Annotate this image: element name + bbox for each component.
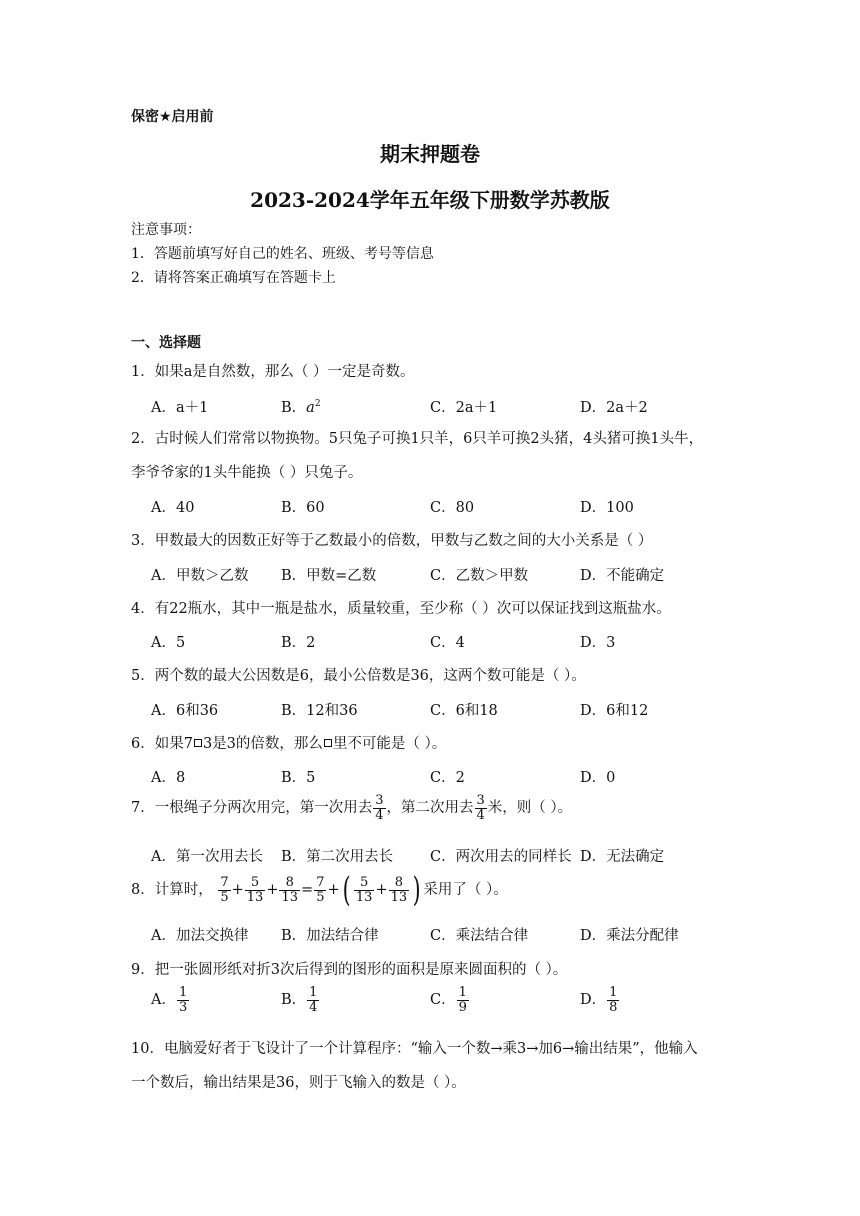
q8-option-c[interactable]: C．乘法结合律	[430, 928, 529, 944]
q8-option-a[interactable]: A．加法交换律	[151, 928, 249, 944]
q6-option-a[interactable]: A．8	[151, 770, 186, 786]
fraction: $\frac{5}{13}$	[246, 874, 264, 905]
q2-option-c[interactable]: C．80	[430, 500, 475, 516]
q1-option-b[interactable]: B．$a^2$	[281, 399, 321, 416]
q5-option-b[interactable]: B．12和36	[281, 703, 358, 719]
question-6: 6．如果7 3是3的倍数，那么 里不可能是（ ）。	[131, 736, 447, 752]
question-3: 3．甲数最大的因数正好等于乙数最小的倍数，甲数与乙数之间的大小关系是（ ）	[131, 533, 653, 549]
q4-option-a[interactable]: A．5	[151, 635, 186, 651]
q5-option-a[interactable]: A．6和36	[151, 703, 219, 719]
q4-option-c[interactable]: C．4	[430, 635, 465, 651]
question-10-line2: 一个数后，输出结果是36，则于飞输入的数是（ ）。	[131, 1075, 466, 1091]
q7-option-b[interactable]: B．第二次用去长	[281, 849, 394, 865]
q6-option-d[interactable]: D．0	[580, 770, 616, 786]
q9-option-a[interactable]: A． $\frac{1}{3}$	[151, 985, 188, 1015]
exam-title: 期末押题卷	[380, 142, 480, 166]
fraction: $\frac{1}{3}$	[178, 985, 188, 1015]
exam-subtitle: 2023-2024学年五年级下册数学苏教版	[250, 188, 610, 212]
question-7: 7．一根绳子分两次用完，第一次用去 $\frac{3}{4}$ ，第二次用去 $\frac{3}{4}$ 米，则（ ）。	[131, 793, 573, 823]
q2-option-a[interactable]: A．40	[151, 500, 195, 516]
q8-option-b[interactable]: B．加法结合律	[281, 928, 379, 944]
q1-option-c[interactable]: C．2a＋1	[430, 400, 498, 416]
q2-option-d[interactable]: D．100	[580, 500, 634, 516]
q4-option-b[interactable]: B．2	[281, 635, 316, 651]
q1-option-d[interactable]: D．2a＋2	[580, 400, 648, 416]
q7-option-c[interactable]: C．两次用去的同样长	[430, 849, 572, 865]
q3-option-a[interactable]: A．甲数＞乙数	[151, 568, 249, 584]
fraction: $\frac{8}{13}$	[281, 874, 299, 905]
question-2-line1: 2．古时候人们常常以物换物。5只兔子可换1只羊，6只羊可换2头猪，4头猪可换1头牛，	[131, 431, 704, 447]
q5-option-d[interactable]: D．6和12	[580, 703, 649, 719]
q7-option-d[interactable]: D．无法确定	[580, 849, 665, 865]
q6-option-c[interactable]: C．2	[430, 770, 465, 786]
q3-option-b[interactable]: B．甲数=乙数	[281, 568, 377, 584]
notes-heading: 注意事项：	[131, 222, 201, 238]
q1-option-a[interactable]: A．a＋1	[151, 400, 209, 416]
blank-box-icon	[324, 739, 332, 747]
question-1: 1．如果a是自然数，那么（ ）一定是奇数。	[131, 364, 415, 380]
question-2-line2: 李爷爷家的1头牛能换（ ）只兔子。	[131, 465, 363, 481]
q4-option-d[interactable]: D．3	[580, 635, 616, 651]
fraction: $\frac{1}{8}$	[609, 985, 618, 1015]
fraction: $\frac{1}{4}$	[309, 985, 318, 1015]
fraction: $\frac{1}{9}$	[458, 985, 467, 1015]
fraction: $\frac{3}{4}$	[476, 793, 485, 823]
q7-option-a[interactable]: A．第一次用去长	[151, 849, 263, 865]
q6-option-b[interactable]: B．5	[281, 770, 316, 786]
q5-option-c[interactable]: C．6和18	[430, 703, 498, 719]
blank-box-icon	[194, 739, 202, 747]
fraction: $\frac{5}{13}$	[355, 874, 373, 905]
fraction: $\frac{8}{13}$	[390, 874, 408, 905]
section-heading: 一、选择题	[131, 335, 201, 351]
q3-option-c[interactable]: C．乙数＞甲数	[430, 568, 529, 584]
fraction: $\frac{7}{5}$	[316, 874, 325, 905]
fraction: $\frac{3}{4}$	[375, 793, 384, 823]
question-10-line1: 10．电脑爱好者于飞设计了一个计算程序：“输入一个数→乘3→加6→输出结果”，他输入	[131, 1041, 698, 1057]
q2-option-b[interactable]: B．60	[281, 500, 325, 516]
confidential-label: 保密★启用前	[131, 109, 214, 125]
question-5: 5．两个数的最大公因数是6，最小公倍数是36，这两个数可能是（ ）。	[131, 668, 586, 684]
fraction: $\frac{7}{5}$	[220, 874, 229, 905]
question-4: 4．有22瓶水，其中一瓶是盐水，质量较重，至少称（ ）次可以保证找到这瓶盐水。	[131, 601, 671, 617]
q9-option-d[interactable]: D． $\frac{1}{8}$	[580, 985, 618, 1015]
note-item: 2．请将答案正确填写在答题卡上	[131, 270, 336, 286]
q8-option-d[interactable]: D．乘法分配律	[580, 928, 679, 944]
question-9: 9．把一张圆形纸对折3次后得到的图形的面积是原来圆面积的（ ）。	[131, 962, 568, 978]
q9-option-b[interactable]: B． $\frac{1}{4}$	[281, 985, 318, 1015]
q3-option-d[interactable]: D．不能确定	[580, 568, 665, 584]
note-item: 1．答题前填写好自己的姓名、班级、考号等信息	[131, 246, 434, 262]
q9-option-c[interactable]: C． $\frac{1}{9}$	[430, 985, 467, 1015]
question-8: 8．计算时， $\frac{7}{5}$ + $\frac{5}{13}$ + $\frac{8}{13}$ = $\frac{7}{5}$ +( $\frac{5}{13}$ + $\frac{8}{13}$ ) 采用了（ ）。	[131, 870, 508, 910]
